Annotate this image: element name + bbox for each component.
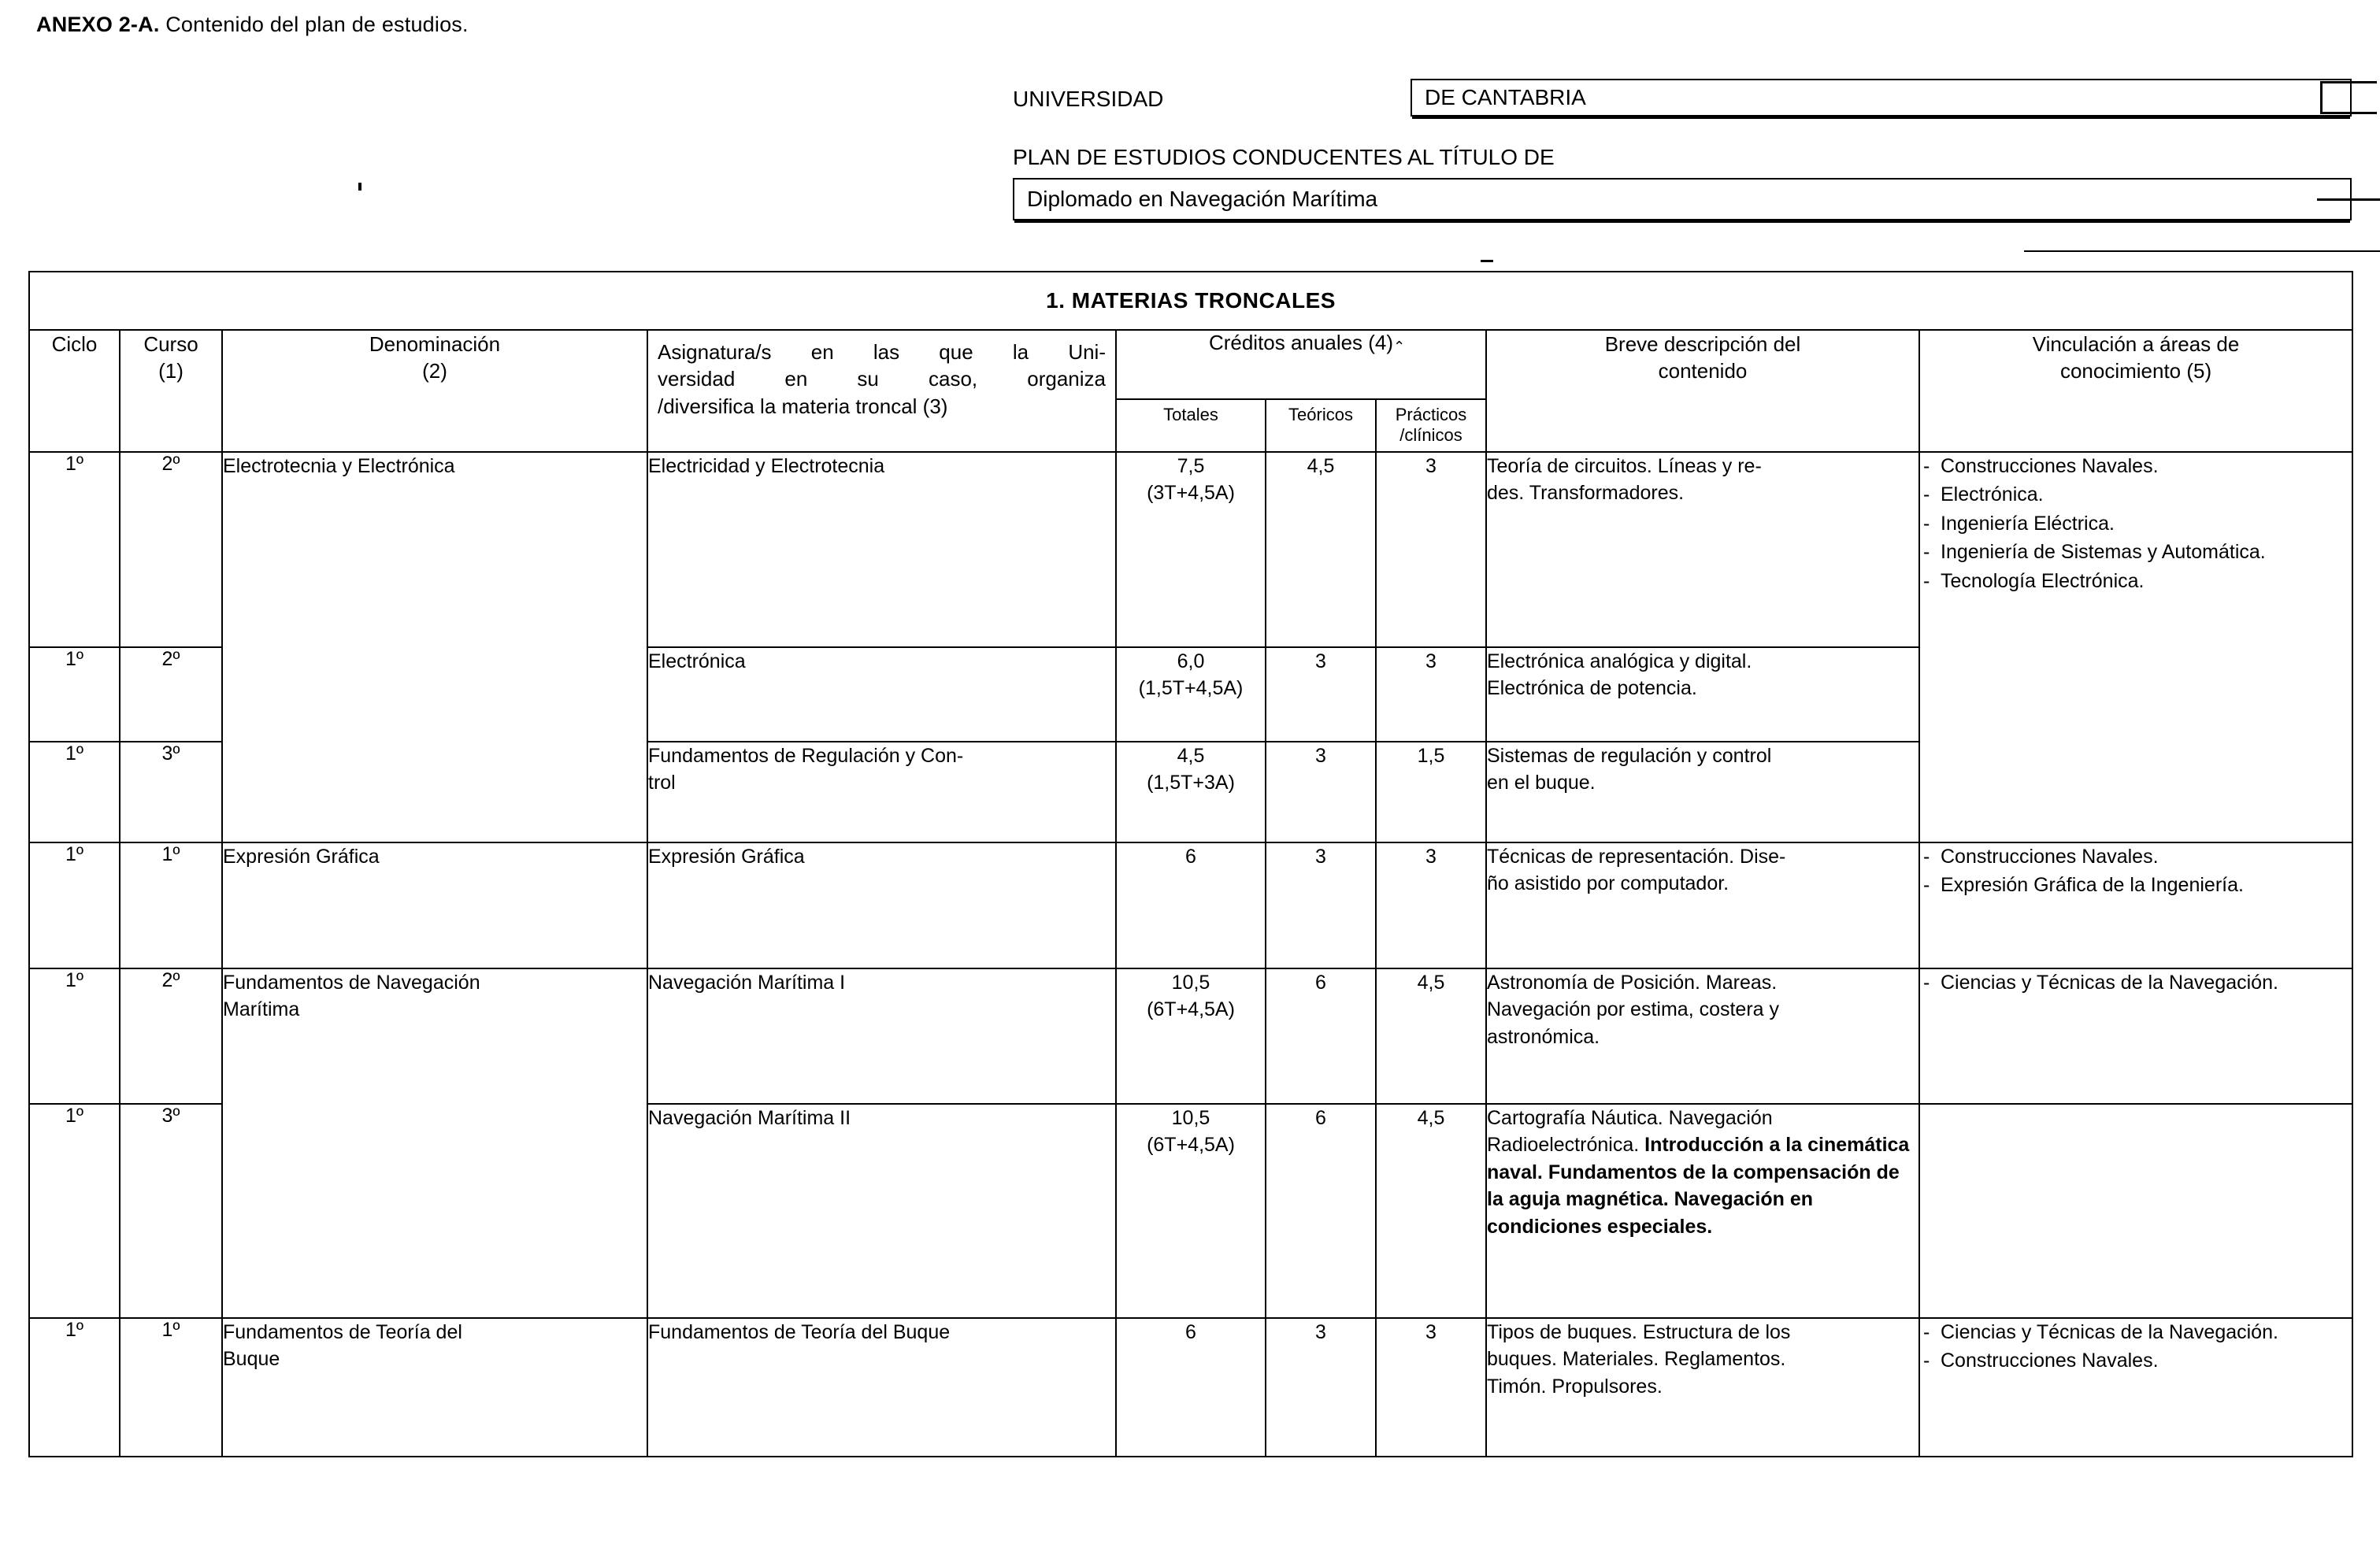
header-denominacion-line1: Denominación xyxy=(369,332,501,356)
cell-totales xyxy=(1116,968,1266,1104)
cell-totales-line2: (1,5T+4,5A) xyxy=(1138,676,1244,699)
header-vinculacion-line1: Vinculación a áreas de xyxy=(2032,332,2240,356)
header-curso xyxy=(120,330,222,452)
cell-denominacion-line1: Fundamentos de Navegación xyxy=(223,971,480,994)
list-item: - Tecnología Electrónica. xyxy=(1920,568,2352,595)
list-item: - Construcciones Navales. xyxy=(1920,843,2352,871)
cell-vinculacion xyxy=(1919,452,2352,842)
cell-denominacion xyxy=(222,1318,647,1457)
cell-descripcion xyxy=(1486,647,1919,742)
cell-denominacion-line1: Fundamentos de Teoría del xyxy=(223,1320,462,1343)
scan-artifact-right-4 xyxy=(2317,198,2380,201)
cell-descripcion-line1: Teoría de circuitos. Líneas y re- xyxy=(1487,454,1762,477)
cell-practicos: 4,5 xyxy=(1376,968,1486,1104)
cell-descripcion-line1: Electrónica analógica y digital. xyxy=(1487,650,1752,672)
cell-asignatura: Navegación Marítima I xyxy=(647,968,1116,1104)
university-name-value: DE CANTABRIA xyxy=(1425,85,1586,109)
cell-descripcion-line2: des. Transformadores. xyxy=(1487,482,1685,505)
cell-descripcion-line3: astronómica. xyxy=(1487,1025,1600,1048)
cell-descripcion-plain: Cartografía Náutica. Navegación Radioelectrónica. xyxy=(1487,1106,1773,1157)
cell-descripcion-line1: Sistemas de regulación y control xyxy=(1487,744,1772,767)
table-row xyxy=(29,1318,2352,1457)
header-practicos-line2: /clínicos xyxy=(1399,425,1462,446)
cell-descripcion-line2: Electrónica de potencia. xyxy=(1487,677,1697,700)
cell-denominacion-line2: Marítima xyxy=(223,998,300,1020)
cell-totales xyxy=(1116,742,1266,842)
cell-teoricos: 6 xyxy=(1266,968,1376,1104)
cell-totales-line1: 10,5 xyxy=(1171,971,1210,994)
plan-title-value: Diplomado en Navegación Marítima xyxy=(1027,187,1378,211)
cell-totales-line2: (1,5T+3A) xyxy=(1147,771,1235,794)
cell-asignatura: Navegación Marítima II xyxy=(647,1104,1116,1318)
list-item: - Ciencias y Técnicas de la Navegación. xyxy=(1920,1319,2352,1346)
table-row xyxy=(29,452,2352,647)
cell-teoricos: 3 xyxy=(1266,647,1376,742)
cell-teoricos: 3 xyxy=(1266,842,1376,968)
cell-practicos: 3 xyxy=(1376,452,1486,647)
header-practicos-clinicos xyxy=(1376,399,1486,452)
cell-asignatura: Electricidad y Electrotecnia xyxy=(647,452,1116,647)
header-practicos-line1: Prácticos xyxy=(1395,405,1467,424)
cell-ciclo: 1º xyxy=(29,1318,120,1457)
page-title xyxy=(36,13,469,37)
page-title-rest: Contenido del plan de estudios. xyxy=(159,13,469,36)
cell-practicos: 3 xyxy=(1376,842,1486,968)
cell-descripcion-line2: buques. Materiales. Reglamentos. xyxy=(1487,1348,1786,1371)
header-creditos-anuales xyxy=(1116,330,1486,399)
list-item: - Ciencias y Técnicas de la Navegación. xyxy=(1920,969,2352,997)
scan-artifact-right-3 xyxy=(2320,112,2377,114)
scan-artifact-line-top xyxy=(2024,250,2380,252)
cell-totales-line2: (6T+4,5A) xyxy=(1147,1133,1235,1156)
header-totales: Totales xyxy=(1116,399,1266,452)
header-denominacion-line2: (2) xyxy=(422,359,447,383)
header-breve-descripcion xyxy=(1486,330,1919,452)
cell-teoricos: 3 xyxy=(1266,1318,1376,1457)
header-descripcion-line2: contenido xyxy=(1658,359,1748,383)
cell-asignatura: Fundamentos de Teoría del Buque xyxy=(647,1318,1116,1457)
header-denominacion xyxy=(222,330,647,452)
cell-practicos: 4,5 xyxy=(1376,1104,1486,1318)
scan-artifact-dot-2 xyxy=(1481,260,1493,262)
university-block xyxy=(1013,79,2352,220)
page-title-prefix: ANEXO 2-A. xyxy=(36,13,160,36)
cell-descripcion xyxy=(1486,1318,1919,1457)
plan-table-container xyxy=(28,271,2352,1457)
header-creditos-mark: ⌃ xyxy=(1393,339,1406,354)
cell-vinculacion xyxy=(1919,842,2352,968)
cell-ciclo: 1º xyxy=(29,647,120,742)
cell-descripcion xyxy=(1486,842,1919,968)
vinculacion-list xyxy=(1920,843,2352,899)
cell-descripcion-line2: en el buque. xyxy=(1487,772,1596,794)
header-curso-line2: (1) xyxy=(158,359,184,383)
scan-artifact-right-2 xyxy=(2320,81,2323,114)
header-descripcion-line1: Breve descripción del xyxy=(1604,332,1801,356)
cell-curso: 1º xyxy=(120,1318,222,1457)
cell-curso: 3º xyxy=(120,742,222,842)
cell-curso: 2º xyxy=(120,647,222,742)
cell-totales-line1: 10,5 xyxy=(1171,1106,1210,1129)
cell-asignatura xyxy=(647,742,1116,842)
cell-denominacion-line2: Buque xyxy=(223,1347,280,1370)
cell-descripcion-line1: Tipos de buques. Estructura de los xyxy=(1487,1320,1791,1343)
cell-totales xyxy=(1116,1104,1266,1318)
cell-totales-line1: 6,0 xyxy=(1177,650,1205,672)
header-teoricos: Teóricos xyxy=(1266,399,1376,452)
scan-artifact-dot-1 xyxy=(358,183,361,191)
header-vinculacion xyxy=(1919,330,2352,452)
cell-totales-line1: 4,5 xyxy=(1177,744,1205,767)
cell-descripcion xyxy=(1486,452,1919,647)
university-label: UNIVERSIDAD xyxy=(1013,87,1164,111)
table-title: 1. MATERIAS TRONCALES xyxy=(29,272,2352,330)
cell-descripcion xyxy=(1486,968,1919,1104)
cell-ciclo: 1º xyxy=(29,1104,120,1318)
cell-totales-line1: 7,5 xyxy=(1177,454,1205,477)
header-ciclo: Ciclo xyxy=(29,330,120,452)
header-asignaturas-line1: Asignatura/s en las que la Uni- xyxy=(658,340,1106,364)
cell-totales: 6 xyxy=(1116,1318,1266,1457)
cell-asignatura: Expresión Gráfica xyxy=(647,842,1116,968)
scan-artifact-right-1 xyxy=(2320,81,2377,83)
vinculacion-list xyxy=(1920,1319,2352,1375)
list-item: - Construcciones Navales. xyxy=(1920,453,2352,480)
plan-label: PLAN DE ESTUDIOS CONDUCENTES AL TÍTULO DE xyxy=(1013,145,1555,169)
cell-descripcion-bold: Introducción a la cinemática naval. Fundamentos de la compensación de la aguja magnética. Navegación en condiciones especiales. xyxy=(1487,1134,1910,1238)
cell-ciclo: 1º xyxy=(29,968,120,1104)
cell-descripcion xyxy=(1486,742,1919,842)
cell-denominacion: Electrotecnia y Electrónica xyxy=(222,452,647,842)
cell-asignatura-line1: Fundamentos de Regulación y Con- xyxy=(648,744,964,767)
header-asignaturas xyxy=(647,330,1116,452)
header-asignaturas-line2: versidad en su caso, organiza xyxy=(658,367,1106,391)
list-item: - Electrónica. xyxy=(1920,481,2352,509)
cell-vinculacion xyxy=(1919,1318,2352,1457)
cell-descripcion-line1: Técnicas de representación. Dise- xyxy=(1487,845,1786,868)
vinculacion-list xyxy=(1920,453,2352,595)
list-item: - Construcciones Navales. xyxy=(1920,1347,2352,1375)
cell-denominacion xyxy=(222,968,647,1318)
plan-table xyxy=(28,271,2353,1457)
cell-ciclo: 1º xyxy=(29,742,120,842)
university-name-field[interactable] xyxy=(1411,79,2352,117)
cell-totales-line2: (3T+4,5A) xyxy=(1147,481,1235,504)
cell-totales-line2: (6T+4,5A) xyxy=(1147,998,1235,1020)
cell-ciclo: 1º xyxy=(29,842,120,968)
cell-practicos: 1,5 xyxy=(1376,742,1486,842)
cell-descripcion-line1: Astronomía de Posición. Mareas. xyxy=(1487,971,1778,994)
header-creditos-label: Créditos anuales (4) xyxy=(1208,331,1394,354)
header-vinculacion-line2: conocimiento (5) xyxy=(2059,359,2212,383)
cell-teoricos: 6 xyxy=(1266,1104,1376,1318)
cell-teoricos: 4,5 xyxy=(1266,452,1376,647)
plan-title-field[interactable] xyxy=(1013,178,2352,220)
cell-descripcion xyxy=(1486,1104,1919,1318)
cell-curso: 1º xyxy=(120,842,222,968)
table-row xyxy=(29,968,2352,1104)
list-item: - Ingeniería Eléctrica. xyxy=(1920,510,2352,538)
header-curso-line1: Curso xyxy=(143,332,198,356)
list-item: - Ingeniería de Sistemas y Automática. xyxy=(1920,539,2352,566)
cell-denominacion: Expresión Gráfica xyxy=(222,842,647,968)
university-row xyxy=(1013,79,2352,117)
cell-totales xyxy=(1116,452,1266,647)
cell-vinculacion xyxy=(1919,968,2352,1104)
cell-descripcion-line3: Timón. Propulsores. xyxy=(1487,1375,1663,1398)
cell-curso: 3º xyxy=(120,1104,222,1318)
cell-totales xyxy=(1116,647,1266,742)
cell-asignatura: Electrónica xyxy=(647,647,1116,742)
cell-curso: 2º xyxy=(120,452,222,647)
cell-descripcion-line2: Navegación por estima, costera y xyxy=(1487,998,1780,1021)
vinculacion-list xyxy=(1920,969,2352,997)
header-asignaturas-line3: /diversifica la materia troncal (3) xyxy=(658,394,948,418)
cell-totales: 6 xyxy=(1116,842,1266,968)
cell-curso: 2º xyxy=(120,968,222,1104)
cell-vinculacion xyxy=(1919,1104,2352,1318)
table-row xyxy=(29,842,2352,968)
list-item: - Expresión Gráfica de la Ingeniería. xyxy=(1920,872,2352,899)
cell-asignatura-line2: trol xyxy=(648,771,676,794)
cell-practicos: 3 xyxy=(1376,647,1486,742)
cell-descripcion-line2: ño asistido por computador. xyxy=(1487,872,1729,895)
table-title-row xyxy=(29,272,2352,330)
cell-practicos: 3 xyxy=(1376,1318,1486,1457)
table-header-row-1 xyxy=(29,330,2352,399)
cell-teoricos: 3 xyxy=(1266,742,1376,842)
cell-ciclo: 1º xyxy=(29,452,120,647)
